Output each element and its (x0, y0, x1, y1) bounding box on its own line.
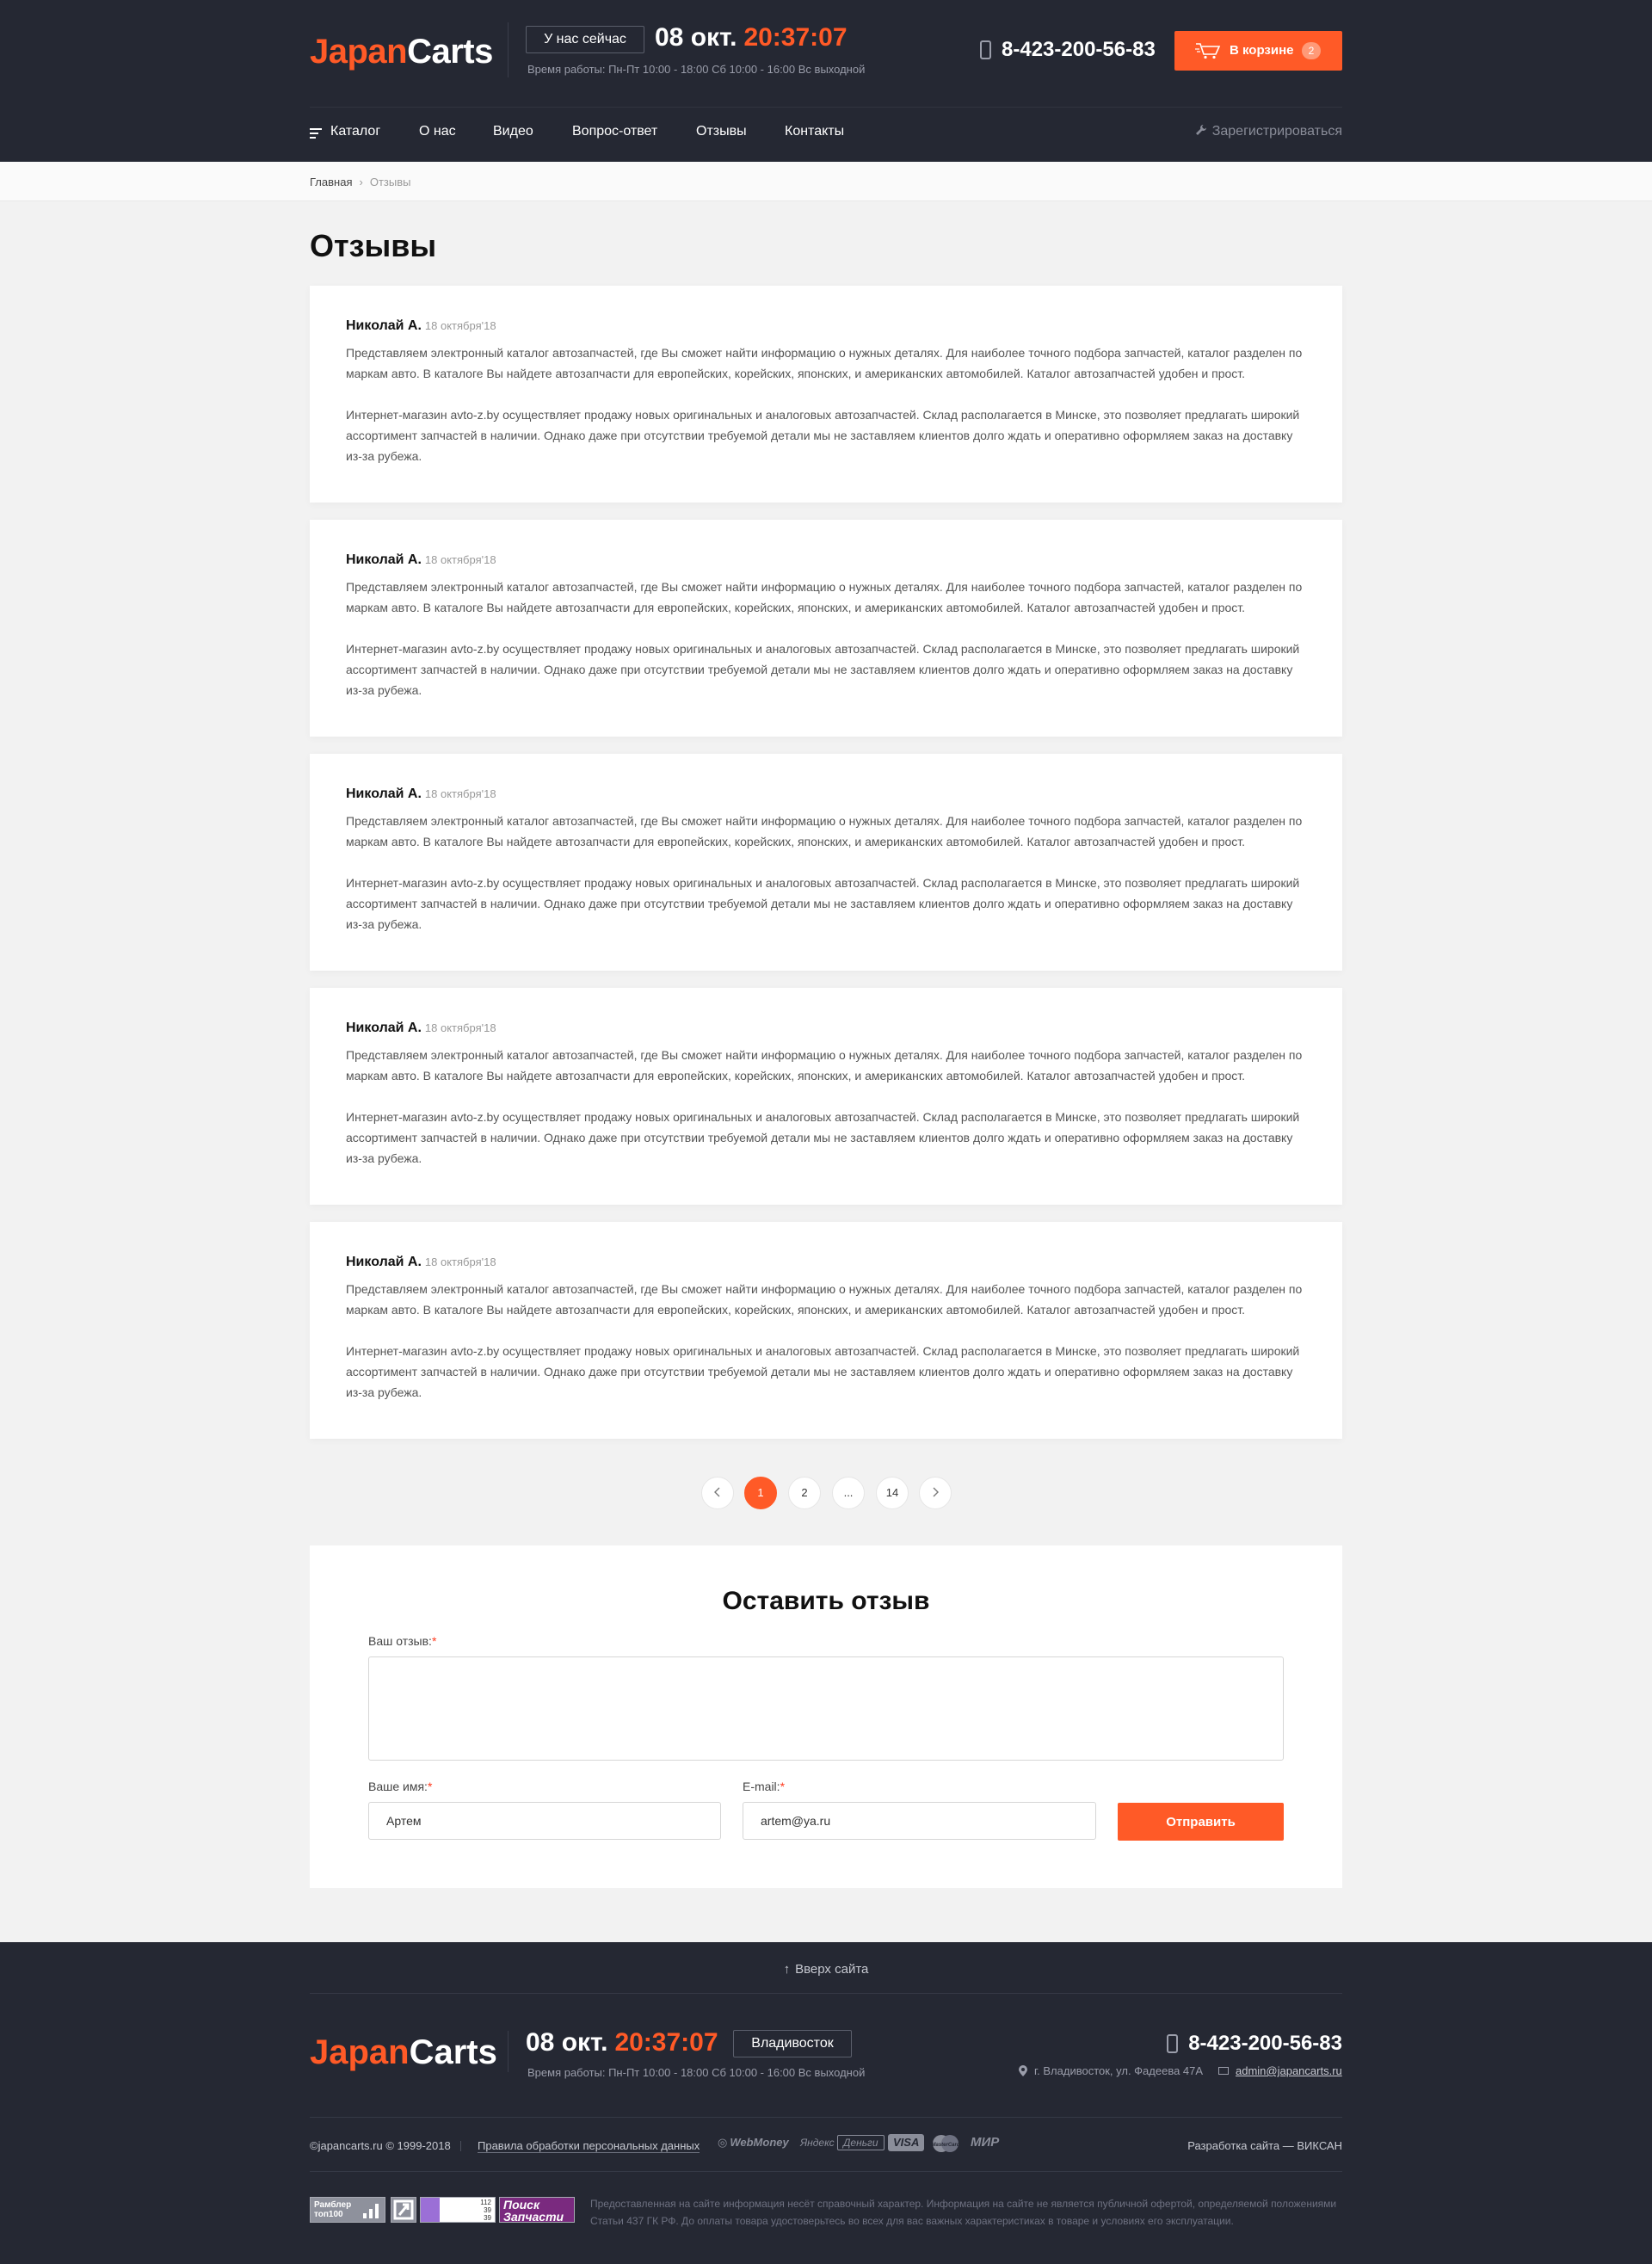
review-text: Интернет-магазин avto-z.by осуществляет продажу новых оригинальных и аналоговых автозапчастей. Склад располагается в Минске, это позволяет предлагать широкий ассортимент запчастей в наличии. Однако даже при отсутствии требуемой детали мы не заставляем клиентов долго ждать и оперативно оформляем заказ на доставку из-за рубежа. (346, 1344, 1300, 1399)
review-author: Николай А. 18 октября'18 (346, 787, 496, 801)
review-author: Николай А. 18 октября'18 (346, 1021, 496, 1035)
nav-item-video[interactable]: Видео (493, 124, 533, 139)
back-to-top-link[interactable] (0, 1962, 1652, 1977)
review-text: Представляем электронный каталог автозапчастей, где Вы сможет найти информацию о нужных деталях. Для наиболее точного подбора запчастей, каталог разделен по маркам авто. В каталоге Вы найдете автозапчасти для европейских, корейских, японских, и американских автомобилей. Каталог автозапчастей удобен и прост. (346, 1048, 1303, 1083)
review-text: Представляем электронный каталог автозапчастей, где Вы сможет найти информацию о нужных деталях. Для наиболее точного подбора запчастей, каталог разделен по маркам авто. В каталоге Вы найдете автозапчасти для европейских, корейских, японских, и американских автомобилей. Каталог автозапчастей удобен и прост. (346, 814, 1303, 848)
phone-icon (980, 40, 991, 59)
page-button[interactable]: 14 (876, 1477, 909, 1509)
review-text: Интернет-магазин avto-z.by осуществляет продажу новых оригинальных и аналоговых автозапчастей. Склад располагается в Минске, это позволяет предлагать широкий ассортимент запчастей в наличии. Однако даже при отсутствии требуемой детали мы не заставляем клиентов долго ждать и оперативно оформляем заказ на доставку из-за рубежа. (346, 408, 1300, 463)
page-title: Отзывы (310, 228, 437, 263)
yandex-money-icon: Яндекс Деньги (800, 2131, 885, 2154)
review-card (310, 754, 1342, 971)
breadcrumb-current: Отзывы (369, 176, 411, 188)
parts-search-counter[interactable]: Поиск Запчасти (499, 2197, 575, 2223)
review-text: Интернет-магазин avto-z.by осуществляет продажу новых оригинальных и аналоговых автозапчастей. Склад располагается в Минске, это позволяет предлагать широкий ассортимент запчастей в наличии. Однако даже при отсутствии требуемой детали мы не заставляем клиентов долго ждать и оперативно оформляем заказ на доставку из-за рубежа. (346, 642, 1300, 697)
legal-disclaimer: Предоставленная на сайте информация несёт справочный характер. Информация на сайте не является публичной офертой, определяемой положениями Статьи 437 ГК РФ. До оплаты товара удостоверьтесь во всех для вас важных характеристиках в товаре и условиях его эксплуатации. (590, 2198, 1337, 2227)
logo-part-carts: Carts (409, 2033, 497, 2071)
review-textarea[interactable] (368, 1656, 1284, 1761)
review-field-label: Ваш отзыв:* (368, 1634, 437, 1648)
chevron-left-icon (713, 1487, 722, 1497)
review-date: 18 октября'18 (424, 553, 496, 566)
working-hours: Время работы: Пн-Пт 10:00 - 18:00 Сб 10:00 - 16:00 Вс выходной (527, 63, 866, 76)
review-date: 18 октября'18 (424, 1255, 496, 1268)
menu-icon (310, 128, 322, 139)
city-selector[interactable]: Владивосток (733, 2030, 852, 2057)
site-footer (0, 1942, 1652, 2264)
mir-icon: МИР (971, 2135, 1000, 2150)
review-card (310, 520, 1342, 737)
submit-button[interactable]: Отправить (1118, 1803, 1284, 1841)
cart-count-badge: 2 (1302, 42, 1321, 59)
liveinternet-icon (391, 2198, 416, 2222)
nav-item-about[interactable]: О нас (419, 124, 456, 139)
phone-icon (1167, 2034, 1178, 2053)
nav-item-reviews[interactable]: Отзывы (696, 124, 747, 139)
review-text: Интернет-магазин avto-z.by осуществляет продажу новых оригинальных и аналоговых автозапчастей. Склад располагается в Минске, это позволяет предлагать широкий ассортимент запчастей в наличии. Однако даже при отсутствии требуемой детали мы не заставляем клиентов долго ждать и оперативно оформляем заказ на доставку из-за рубежа. (346, 1110, 1300, 1165)
footer-divider (310, 2171, 1342, 2172)
footer-vertical-divider (460, 2141, 461, 2151)
page-button[interactable]: 2 (788, 1477, 821, 1509)
email-field-label: E-mail:* (743, 1780, 786, 1793)
footer-address: г. Владивосток, ул. Фадеева 47А (1019, 2064, 1203, 2077)
breadcrumb-home[interactable]: Главная (310, 176, 353, 188)
footer-divider (310, 1993, 1342, 1994)
bar-chart-icon (362, 2203, 379, 2218)
header-divider (508, 22, 509, 77)
review-card (310, 988, 1342, 1205)
register-link[interactable] (1195, 124, 1342, 139)
chevron-right-icon (931, 1487, 940, 1497)
logo-part-japan: Japan (310, 2033, 410, 2071)
header-date: 08 окт. (655, 23, 737, 52)
review-text: Представляем электронный каталог автозапчастей, где Вы сможет найти информацию о нужных деталях. Для наиболее точного подбора запчастей, каталог разделен по маркам авто. В каталоге Вы найдете автозапчасти для европейских, корейских, японских, и американских автомобилей. Каталог автозапчастей удобен и прост. (346, 1282, 1303, 1317)
back-to-top-label: Вверх сайта (795, 1962, 869, 1977)
chevron-right-icon: › (359, 176, 363, 188)
footer-date: 08 окт. (526, 2028, 608, 2057)
review-author: Николай А. 18 октября'18 (346, 318, 496, 333)
page-ellipsis: ... (832, 1477, 865, 1509)
footer-logo[interactable] (310, 2033, 497, 2072)
review-date: 18 октября'18 (424, 1021, 496, 1034)
privacy-policy-link[interactable]: Правила обработки персональных данных (478, 2139, 700, 2152)
developer-credit[interactable]: Разработка сайта — ВИКСАН (1187, 2139, 1342, 2152)
svg-text:MasterCard: MasterCard (931, 2142, 960, 2148)
footer-working-hours: Время работы: Пн-Пт 10:00 - 18:00 Сб 10:00 - 16:00 Вс выходной (527, 2066, 866, 2079)
footer-clock (526, 2028, 718, 2057)
header-inner (310, 0, 1342, 162)
location-pin-icon (1019, 2065, 1027, 2076)
nav-item-faq[interactable]: Вопрос-ответ (572, 124, 658, 139)
visa-icon: VISA (888, 2134, 924, 2151)
nav-divider (310, 107, 1342, 108)
envelope-icon (1218, 2067, 1229, 2075)
review-author: Николай А. 18 октября'18 (346, 552, 496, 567)
review-text: Представляем электронный каталог автозапчастей, где Вы сможет найти информацию о нужных деталях. Для наиболее точного подбора запчастей, каталог разделен по маркам авто. В каталоге Вы найдете автозапчасти для европейских, корейских, японских, и американских автомобилей. Каталог автозапчастей удобен и прост. (346, 346, 1303, 380)
footer-email-link[interactable]: admin@japancarts.ru (1218, 2064, 1342, 2077)
prev-page-button[interactable] (701, 1477, 734, 1509)
header-time: 20:37:07 (743, 23, 848, 52)
site-header (0, 0, 1652, 162)
footer-divider (310, 2117, 1342, 2118)
logo-part-japan: Japan (310, 33, 408, 71)
logo-part-carts: Carts (407, 33, 493, 71)
review-card (310, 1222, 1342, 1439)
name-field-label: Ваше имя:* (368, 1780, 433, 1793)
next-page-button[interactable] (919, 1477, 952, 1509)
header-phone[interactable]: 8-423-200-56-83 (1002, 38, 1156, 61)
name-input[interactable] (368, 1802, 721, 1840)
header-clock (655, 23, 848, 52)
footer-time: 20:37:07 (614, 2028, 718, 2057)
cart-button[interactable] (1174, 31, 1342, 71)
cart-icon (1195, 42, 1221, 59)
liveinternet-logo-counter[interactable] (391, 2197, 416, 2223)
nav-item-catalog[interactable]: Каталог (330, 124, 381, 139)
main-nav (310, 124, 1342, 145)
copyright: ©japancarts.ru © 1999-2018 (310, 2139, 451, 2152)
breadcrumb (0, 162, 1652, 201)
review-author: Николай А. 18 октября'18 (346, 1255, 496, 1269)
review-date: 18 октября'18 (424, 319, 496, 332)
nav-item-contacts[interactable]: Контакты (785, 124, 845, 139)
cart-label: В корзине (1230, 43, 1294, 58)
footer-logo-divider (508, 2031, 509, 2072)
register-label: Зарегистрироваться (1211, 124, 1342, 139)
now-label: У нас сейчас (526, 26, 644, 53)
webmoney-icon: ◎ WebMoney (718, 2136, 789, 2149)
review-form (310, 1545, 1342, 1888)
review-text: Представляем электронный каталог автозапчастей, где Вы сможет найти информацию о нужных деталях. Для наиболее точного подбора запчастей, каталог разделен по маркам авто. В каталоге Вы найдете автозапчасти для европейских, корейских, японских, и американских автомобилей. Каталог автозапчастей удобен и прост. (346, 580, 1303, 614)
liveinternet-stats-counter[interactable]: 112 39 39 (420, 2197, 496, 2223)
arrow-up-icon: ↑ (783, 1962, 791, 1977)
form-title: Оставить отзыв (722, 1587, 930, 1615)
email-input[interactable] (743, 1802, 1096, 1840)
review-card (310, 286, 1342, 503)
footer-phone[interactable]: 8-423-200-56-83 (1188, 2032, 1342, 2055)
page-button[interactable]: 1 (744, 1477, 777, 1509)
wrench-icon (1195, 124, 1207, 136)
pagination (0, 1477, 1652, 1509)
mastercard-icon (929, 2131, 964, 2154)
logo[interactable] (310, 33, 493, 71)
review-text: Интернет-магазин avto-z.by осуществляет продажу новых оригинальных и аналоговых автозапчастей. Склад располагается в Минске, это позволяет предлагать широкий ассортимент запчастей в наличии. Однако даже при отсутствии требуемой детали мы не заставляем клиентов долго ждать и оперативно оформляем заказ на доставку из-за рубежа. (346, 876, 1300, 931)
rambler-top100-counter[interactable]: Рамблер топ100 (310, 2197, 385, 2223)
review-date: 18 октября'18 (424, 787, 496, 800)
